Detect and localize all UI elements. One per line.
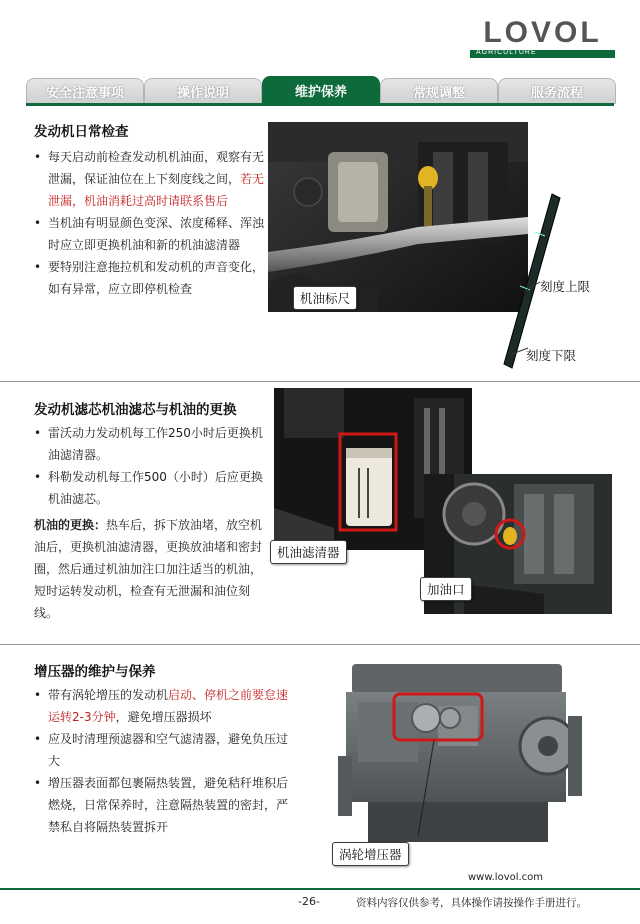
oil-filter-label: 机油滤清器 xyxy=(270,540,347,564)
tab-operation[interactable]: 操作说明 xyxy=(144,78,262,104)
section2-bullets xyxy=(30,422,266,510)
turbo-engine-illustration xyxy=(338,656,586,856)
oil-change-heading: 机油的更换： xyxy=(34,518,107,532)
oil-inlet-label: 加油口 xyxy=(420,577,472,601)
section-tabs xyxy=(26,74,614,104)
list-item: • 科勒发动机每工作500（小时）后应更换机油滤芯。 xyxy=(30,466,266,510)
section2-title: 发动机滤芯机油滤芯与机油的更换 xyxy=(34,402,237,418)
oil-change-paragraph xyxy=(34,514,264,624)
lovol-logo xyxy=(470,18,615,56)
page-number: -26- xyxy=(298,895,320,908)
tab-maintenance[interactable]: 维护保养 xyxy=(262,76,380,104)
turbo-label: 涡轮增压器 xyxy=(332,842,409,866)
tab-service[interactable]: 服务流程 xyxy=(498,78,616,104)
warning-text: 若无泄漏，机油消耗过高时请联系售后 xyxy=(48,172,265,208)
bullet-text: 每天启动前检查发动机机油面，观察有无泄漏，保证油位在上下刻度线之间， xyxy=(48,150,265,186)
engine-oil-photo xyxy=(268,122,528,312)
section1-title: 发动机日常检查 xyxy=(34,124,129,140)
logo-tagline: AGRICULTURE xyxy=(476,49,537,56)
footer-line xyxy=(0,888,640,890)
engine-oil-illustration xyxy=(268,122,528,312)
tab-safety[interactable]: 安全注意事项 xyxy=(26,78,144,104)
dipstick-label: 机油标尺 xyxy=(293,286,357,310)
oil-change-text: 热车后，拆下放油堵，放空机油后，更换机油滤清器，更换放油堵和密封圈，然后通过机油加注口加注适当的机油，短时运转发动机，检查有无泄漏和油位刻线。 xyxy=(34,518,263,620)
list-item xyxy=(30,684,298,728)
list-item xyxy=(30,146,266,212)
section3-bullets xyxy=(30,684,298,838)
section-divider xyxy=(0,644,640,645)
list-item: • 应及时清理预滤器和空气滤清器，避免负压过大 xyxy=(30,728,298,772)
section3-title: 增压器的维护与保养 xyxy=(34,664,156,680)
turbo-engine-photo xyxy=(338,656,586,856)
logo-wordmark: LOVOL xyxy=(483,16,602,49)
list-item: • 增压器表面都包裹隔热装置，避免秸秆堆积后燃烧，日常保养时，注意隔热装置的密封，严禁私自将隔热装置拆开 xyxy=(30,772,298,838)
lower-mark-label: 刻度下限 xyxy=(526,348,577,363)
bullet-text: 带有涡轮增压的发动机 xyxy=(48,688,169,702)
list-item: • 当机油有明显颜色变深、浓度稀释、浑浊时应立即更换机油和新的机油滤清器 xyxy=(30,212,266,256)
list-item: • 要特别注意拖拉机和发动机的声音变化，如有异常，应立即停机检查 xyxy=(30,256,266,300)
footer-disclaimer: 资料内容仅供参考，具体操作请按操作手册进行。 xyxy=(356,897,587,909)
tab-adjustment[interactable]: 常规调整 xyxy=(380,78,498,104)
list-item: • 雷沃动力发动机每工作250小时后更换机油滤清器。 xyxy=(30,422,266,466)
section-divider xyxy=(0,381,640,382)
section1-bullets xyxy=(30,146,266,300)
tab-underline xyxy=(26,103,614,106)
bullet-text: ，避免增压器损坏 xyxy=(115,710,212,724)
footer-url[interactable]: www.lovol.com xyxy=(468,872,544,883)
warning-text: 启动、停机之前要怠速运转2-3分钟 xyxy=(48,688,289,724)
upper-mark-label: 刻度上限 xyxy=(540,279,591,294)
